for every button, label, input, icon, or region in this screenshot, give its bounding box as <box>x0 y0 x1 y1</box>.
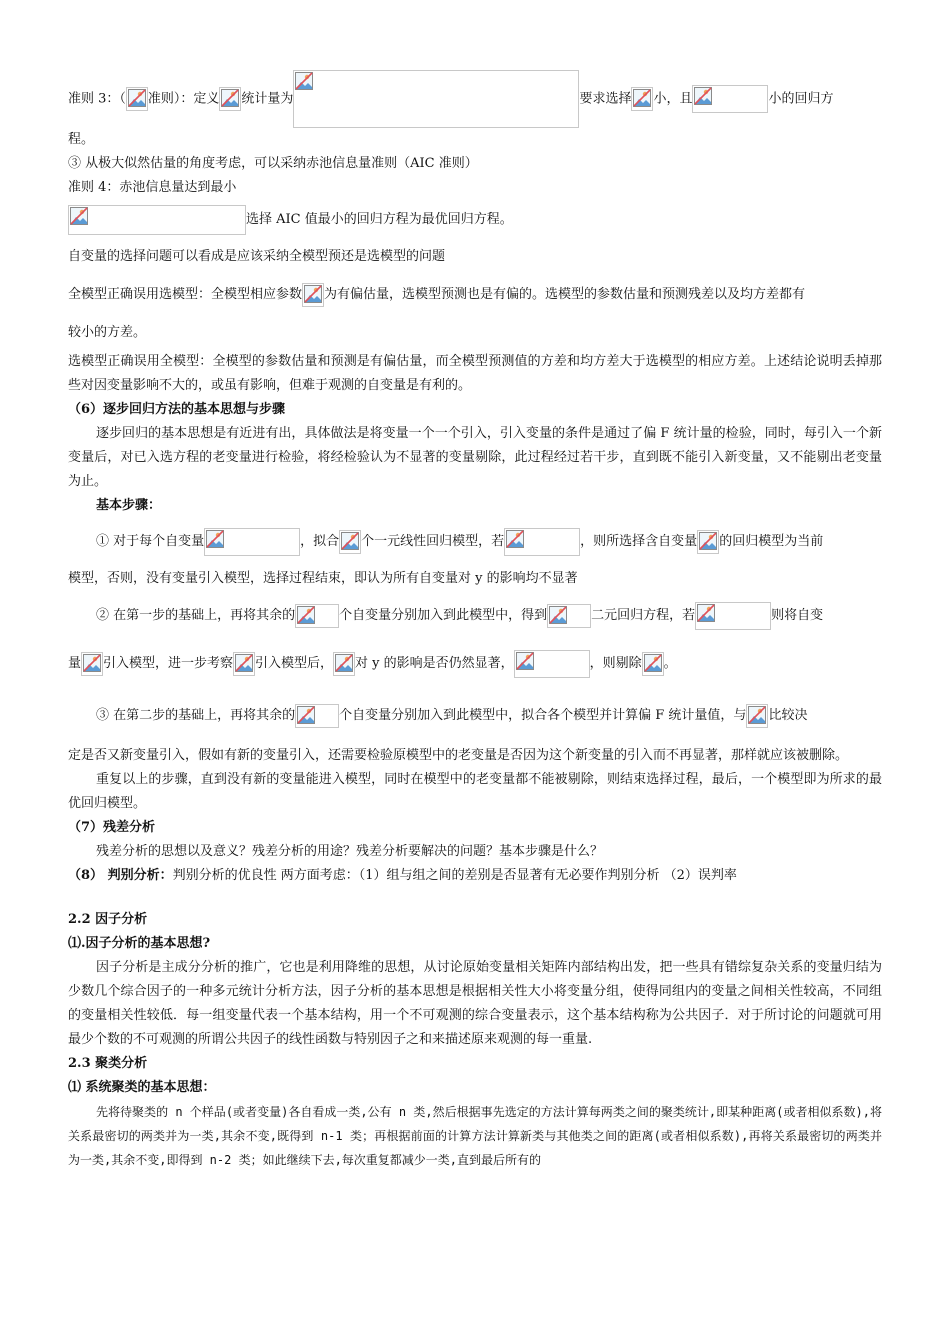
formula-image <box>81 652 103 676</box>
full-model-paragraph <box>68 274 882 316</box>
text: 引入模型，进一步考察 <box>103 656 234 671</box>
step-2-continuation <box>68 640 882 688</box>
formula-image <box>642 652 664 676</box>
broken-image-icon <box>83 654 101 672</box>
formula-image <box>697 530 719 554</box>
broken-image-icon <box>549 606 567 624</box>
step-3-tail: 定是否又新变量引入，假如有新的变量引入，还需要检验原模型中的老变量是否因为这个新变量的引入而不再显著，那样就应该被删除。 <box>68 748 849 763</box>
broken-image-icon <box>748 706 766 724</box>
text: 准则）：定义 <box>147 91 220 107</box>
broken-image-icon <box>644 654 662 672</box>
text: 量 <box>68 656 82 671</box>
broken-image-icon <box>295 72 313 90</box>
broken-image-icon <box>304 285 322 303</box>
broken-image-icon <box>70 207 88 225</box>
text: ，拟合 <box>300 534 340 549</box>
broken-image-icon <box>699 532 717 550</box>
text: ，则所选择含自变量 <box>580 534 698 549</box>
broken-image-icon <box>506 530 524 548</box>
full-model-tail: 较小的方差。 <box>68 325 147 340</box>
text: 个自变量分别加入到此模型中，得到 <box>339 608 548 623</box>
formula-image <box>302 283 324 307</box>
section-8-paragraph <box>68 864 882 888</box>
rule-4: 准则 4：赤池信息量达到最小 <box>68 180 237 195</box>
section-2-3-body: 先将待聚类的 n 个样品(或者变量)各自看成一类,公有 n 类,然后根据事先选定的方法计算每两类之间的聚类统计,即某种距离(或者相似系数),将关系最密切的两类并为一类,其余不变,既得到 n-1 类；再根据前面的计算方法计算新类与其他类之间的距离(或者相似系数),再将关系最密切的两类并为一类,其余不变,即得到 n-2 类；如此继续下去,每次重复都减少一类,直到最后所有的 <box>68 1105 882 1167</box>
broken-image-icon <box>206 530 224 548</box>
section-7-body: 残差分析的思想以及意义？残差分析的用途？残差分析要解决的问题？基本步骤是什么？ <box>96 844 604 859</box>
text: 引入模型后， <box>255 656 334 671</box>
broken-image-icon <box>235 654 253 672</box>
section-8-title: （8） 判别分析： <box>68 868 173 883</box>
aic-intro: ③ 从极大似然估量的角度考虑，可以采纳赤池信息量准则（AIC 准则） <box>68 156 478 171</box>
step-2-paragraph <box>68 592 882 640</box>
formula-image <box>295 604 339 628</box>
rule-3-tail: 程。 <box>68 132 95 147</box>
formula-image <box>514 650 590 678</box>
text: 个一元线性回归模型，若 <box>361 534 505 549</box>
formula-image <box>293 70 579 128</box>
broken-image-icon <box>221 89 239 107</box>
broken-image-icon <box>633 89 651 107</box>
text: 选择 AIC 值最小的回归方程为最优回归方程。 <box>246 212 513 227</box>
broken-image-icon <box>694 87 712 105</box>
text: 对 y 的影响是否仍然显著， <box>355 656 514 671</box>
text: 二元回归方程，若 <box>591 608 696 623</box>
broken-image-icon <box>297 706 315 724</box>
aic-select-paragraph <box>68 200 882 240</box>
step-3-paragraph <box>68 688 882 744</box>
text: ③ 在第二步的基础上，再将其余的 <box>96 708 296 723</box>
formula-image <box>547 604 591 628</box>
section-2-2-body: 因子分析是主成分分析的推广，它也是利用降维的思想，从讨论原始变量相关矩阵内部结构出发，把一些具有错综复杂关系的变量归结为少数几个综合因子的一种多元统计分析方法，因子分析的基本思想是根据相关性大小将变量分组，使得同组内的变量之间相关性较高，不同组的变量相关性较低．每一组变量代表一个基本结构，用一个不可观测的综合变量表示，这个基本结构称为公共因子．对于所讨论的问题就可用最少个数的不可观测的所谓公共因子的线性函数与特别因子之和来描述原来观测的每一重量. <box>68 960 882 1047</box>
section-6-title: （6）逐步回归方法的基本思想与步骤 <box>68 402 286 417</box>
text: 。 <box>663 656 677 671</box>
formula-image <box>68 205 246 235</box>
text: 小，且 <box>653 91 693 107</box>
text: 准则 3：（ <box>68 91 126 107</box>
formula-image <box>219 87 241 111</box>
var-select: 自变量的选择问题可以看成是应该采纳全模型预还是选模型的问题 <box>68 249 446 264</box>
text: 个自变量分别加入到此模型中，拟合各个模型并计算偏 F 统计量值，与 <box>339 708 747 723</box>
section-7-title: （7）残差分析 <box>68 820 156 835</box>
text: ，则剔除 <box>589 656 642 671</box>
step-1-tail: 模型，否则，没有变量引入模型，选择过程结束，即认为所有自变量对 y 的影响均不显著 <box>68 571 578 586</box>
formula-image <box>333 652 355 676</box>
spacer <box>68 888 882 908</box>
text: 小的回归方 <box>768 91 834 107</box>
text: 为有偏估量，选模型预测也是有偏的。选模型的参数估量和预测残差以及均方差都有 <box>324 287 806 302</box>
broken-image-icon <box>335 654 353 672</box>
section-2-3-title: 2.3 聚类分析 <box>68 1056 148 1071</box>
formula-image <box>631 87 653 111</box>
repeat-paragraph: 重复以上的步骤，直到没有新的变量能进入模型，同时在模型中的老变量都不能被剔除，则结束选择过程，最后，一个模型即为所求的最优回归模型。 <box>68 772 882 811</box>
broken-image-icon <box>516 652 534 670</box>
text: 则将自变 <box>771 608 824 623</box>
formula-image <box>126 87 148 111</box>
formula-image <box>692 85 768 113</box>
formula-image <box>233 652 255 676</box>
formula-image <box>695 602 771 630</box>
section-8-body: 判别分析的优良性 两方面考虑：（1）组与组之间的差别是否显著有无必要作判别分析 （2）误判率 <box>172 868 737 883</box>
formula-image <box>504 528 580 556</box>
formula-image <box>746 704 768 728</box>
text: 要求选择 <box>579 91 632 107</box>
text: 统计量为 <box>241 91 294 107</box>
rule-3-paragraph <box>68 70 882 128</box>
section-6-body: 逐步回归的基本思想是有近进有出，具体做法是将变量一个一个引入，引入变量的条件是通过了偏 F 统计量的检验，同时，每引入一个新变量后，对已入选方程的老变量进行检验，将经检验认为不显著的变量剔除，此过程经过若干步，直到既不能引入新变量，又不能剔出老变量为止。 <box>68 426 882 489</box>
document-page <box>68 70 882 1172</box>
section-2-2-title: 2.2 因子分析 <box>68 912 148 927</box>
formula-image <box>339 530 361 554</box>
text: ② 在第一步的基础上，再将其余的 <box>96 608 296 623</box>
section-2-3-subtitle: ⑴ 系统聚类的基本思想： <box>68 1080 216 1095</box>
formula-image <box>204 528 300 556</box>
broken-image-icon <box>128 89 146 107</box>
text: 的回归模型为当前 <box>719 534 824 549</box>
steps-title: 基本步骤： <box>96 498 162 513</box>
step-1-paragraph <box>68 518 882 566</box>
text: 全模型正确误用选模型：全模型相应参数 <box>68 287 303 302</box>
broken-image-icon <box>697 604 715 622</box>
text: ① 对于每个自变量 <box>96 534 205 549</box>
text: 比较决 <box>768 708 808 723</box>
section-2-2-subtitle: ⑴.因子分析的基本思想? <box>68 936 211 951</box>
broken-image-icon <box>341 532 359 550</box>
formula-image <box>295 704 339 728</box>
broken-image-icon <box>297 606 315 624</box>
sel-model: 选模型正确误用全模型：全模型的参数估量和预测是有偏估量，而全模型预测值的方差和均方差大于选模型的相应方差。上述结论说明丢掉那些对因变量影响不大的，或虽有影响，但难于观测的自变量是有利的。 <box>68 354 882 393</box>
